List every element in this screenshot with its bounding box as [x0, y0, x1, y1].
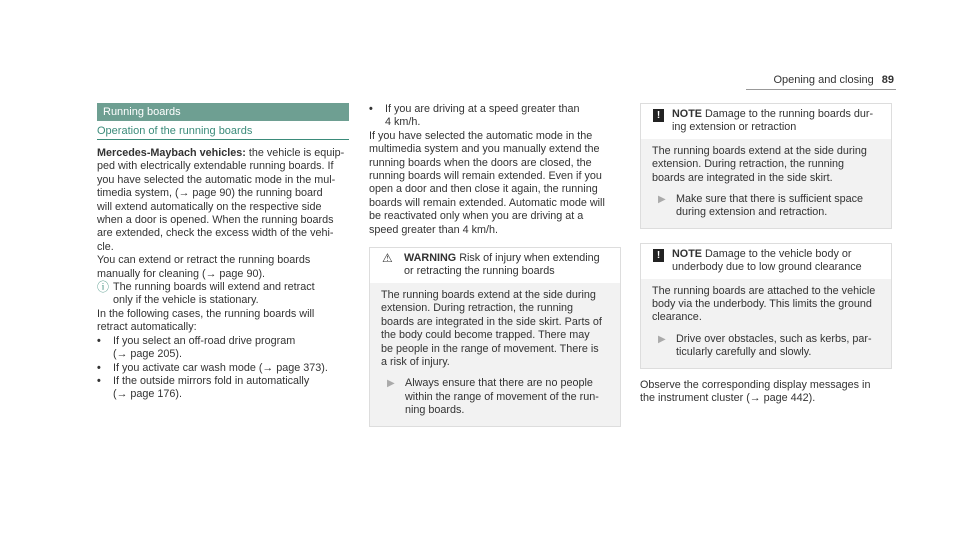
- subsection-heading: Operation of the running boards: [97, 125, 349, 140]
- bullet-icon: •: [369, 103, 373, 115]
- warning-label: WARNING: [404, 252, 457, 265]
- section-heading: Running boards: [97, 103, 349, 121]
- info-icon: ⓘ: [97, 280, 110, 295]
- column-middle: [369, 103, 621, 427]
- note-label: NOTE: [672, 108, 702, 120]
- warning-triangle-icon: ⚠: [382, 251, 393, 266]
- page-link-176[interactable]: (→ page 176).: [113, 388, 183, 401]
- note-body: The running boards are attached to the vehicle body via the underbody. This limits the ground clearance. ▶ Drive over obstacles, such as kerbs, par- ticularly carefully and slowly.: [641, 279, 891, 368]
- manual-paragraph: You can extend or retract the running boards manually for cleaning (→ page 90).: [97, 254, 311, 280]
- action-arrow-icon: ▶: [387, 378, 395, 390]
- intro-bold: Mercedes-Maybach vehicles:: [97, 147, 246, 159]
- automatic-mode-paragraph: If you have selected the automatic mode in the multimedia system and you manually extend the running boards when the doors are closed, the running boards will remain extended. Even if you open a door and then close it again, the running boards will remain extended. Automatic mode will be reactivated only when you are driving at a speed greater than 4 km/h.: [369, 129, 605, 236]
- list-item: • If you are driving at a speed greater than 4 km/h.: [369, 103, 580, 129]
- display-messages-paragraph: Observe the corresponding display messages in the instrument cluster (→ page 442).: [640, 378, 871, 405]
- page-link-205[interactable]: (→ page 205).: [113, 348, 183, 361]
- list-item: • If the outside mirrors fold in automatically (→ page 176).: [97, 374, 310, 401]
- warning-body: The running boards extend at the side during extension. During retraction, the running boards are integrated in the side skirt. Parts of the body could become trapped. There may be people in the range of movement. There is a risk of injury. ▶ Always ensure that there are no people within the range of movement of the run- ning boards.: [370, 283, 620, 426]
- note-action: ▶ Drive over obstacles, such as kerbs, par- ticularly carefully and slowly.: [658, 332, 872, 359]
- column-left: [97, 103, 349, 402]
- page-link-90[interactable]: timedia system, (→ page 90) the running board: [97, 187, 323, 200]
- note-box-running-boards: [640, 103, 892, 229]
- page-link-442[interactable]: the instrument cluster (→ page 442).: [640, 392, 816, 405]
- note-box-ground-clearance: [640, 243, 892, 369]
- exclamation-icon: !: [653, 109, 664, 122]
- info-note: ⓘ The running boards will extend and retract only if the vehicle is stationary.: [97, 280, 315, 307]
- warning-action: ▶ Always ensure that there are no people within the range of movement of the run- ning boards.: [387, 377, 599, 417]
- action-arrow-icon: ▶: [658, 333, 666, 345]
- header-title: Opening and closing: [773, 74, 874, 86]
- header-rule: [746, 89, 896, 90]
- note-action: ▶ Make sure that there is sufficient space during extension and retraction.: [658, 193, 864, 219]
- exclamation-icon: !: [653, 249, 664, 262]
- warning-head: ⚠ WARNING Risk of injury when extending or retracting the running boards: [370, 248, 620, 283]
- note-head: ! NOTE Damage to the running boards dur- ing extension or retraction: [641, 104, 891, 139]
- column-right: [640, 103, 892, 406]
- list-item: [97, 362, 349, 375]
- note-body: The running boards extend at the side during extension. During retraction, the running boards are integrated in the side skirt. ▶ Make sure that there is sufficient space during extension and retraction.: [641, 139, 891, 228]
- bullet-icon: •: [97, 374, 101, 387]
- page-number: 89: [881, 74, 894, 86]
- cases-list: [97, 335, 349, 402]
- page-link-90-cleaning[interactable]: manually for cleaning (→ page 90).: [97, 267, 266, 280]
- warning-box: [369, 247, 621, 426]
- note-label: NOTE: [672, 247, 702, 260]
- intro-paragraph: Mercedes-Maybach vehicles: the vehicle is equip- ped with electrically extendable running boards. If you have selected the automatic mode in the mul- timedia system, (→ page 90) the running board will extend automatically on the respective side when a door is opened. When the running boards are extended, check the excess width of the vehi- cle.: [97, 147, 345, 253]
- cases-paragraph: In the following cases, the running boards will retract automatically:: [97, 307, 315, 334]
- list-item: • If you select an off-road drive program (→ page 205).: [97, 334, 296, 361]
- bullet-icon: •: [97, 334, 101, 347]
- bullet-icon: •: [97, 361, 101, 374]
- page-header: [773, 74, 894, 86]
- note-head: ! NOTE Damage to the vehicle body or underbody due to low ground clearance: [641, 244, 891, 279]
- action-arrow-icon: ▶: [658, 194, 666, 206]
- page-link-373[interactable]: If you activate car wash mode (→ page 373).: [113, 361, 328, 374]
- speed-list: [369, 103, 621, 130]
